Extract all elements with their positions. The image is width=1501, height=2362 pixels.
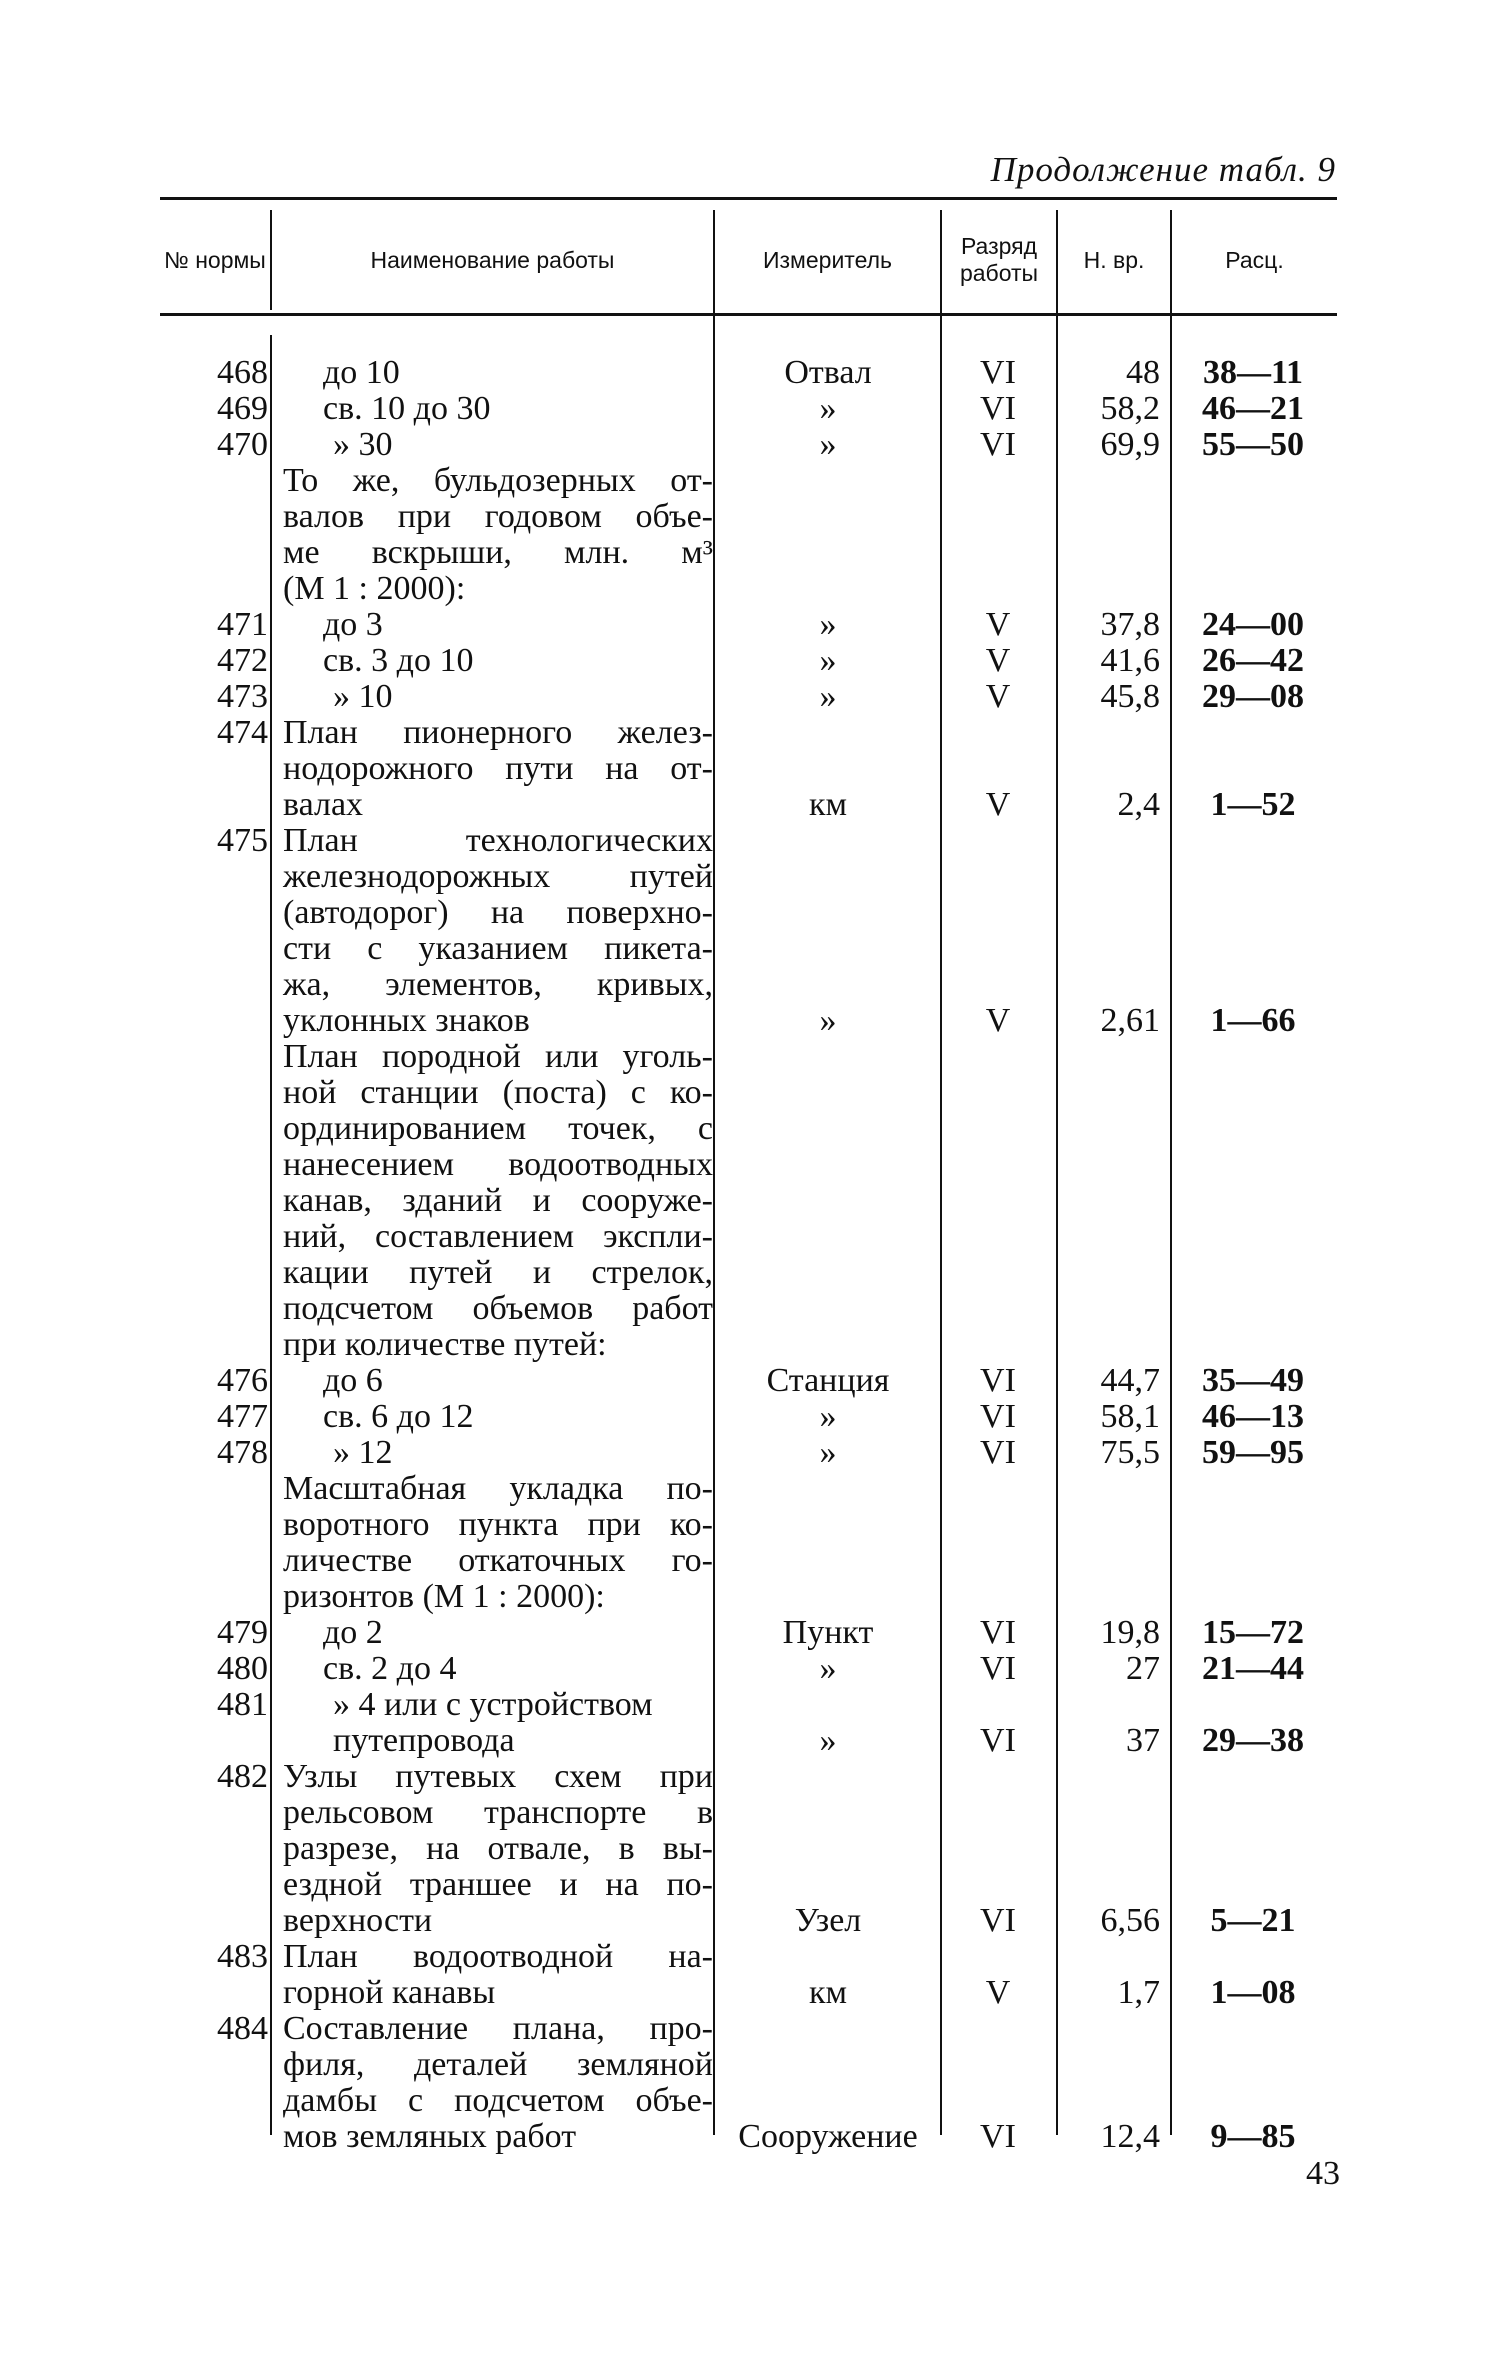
work-line: нодорожного пути на от- xyxy=(283,750,713,787)
header-grade: Разряд работы xyxy=(959,233,1039,286)
work-line: План породной или уголь- xyxy=(283,1038,713,1075)
work-line: верхности xyxy=(283,1902,433,1939)
row-rate-cell: 46—13 xyxy=(1202,1398,1304,1435)
row-grade-cell: V xyxy=(985,642,1011,679)
header-measure: Измеритель xyxy=(762,246,893,273)
row-grade-cell: VI xyxy=(980,354,1016,391)
row-number-cell: 473 xyxy=(217,678,268,715)
row-norm-time-cell: 69,9 xyxy=(1100,426,1160,463)
row-grade-cell: VI xyxy=(980,426,1016,463)
row-rate-cell: 29—38 xyxy=(1202,1722,1304,1759)
row-rate-cell: 24—00 xyxy=(1202,606,1304,643)
row-norm-time-cell: 6,56 xyxy=(1100,1902,1160,1939)
row-norm-time-cell: 75,5 xyxy=(1100,1434,1160,1471)
row-grade-cell: V xyxy=(985,606,1011,643)
work-line: подсчетом объемов работ xyxy=(283,1290,713,1327)
row-rate-cell: 21—44 xyxy=(1202,1650,1304,1687)
row-norm-time-cell: 19,8 xyxy=(1100,1614,1160,1651)
row-measure-cell: » xyxy=(819,1722,837,1759)
work-line: ездной траншее и на по- xyxy=(283,1866,713,1903)
work-line: ной станции (поста) с ко- xyxy=(283,1074,713,1111)
row-grade-cell: V xyxy=(985,786,1011,823)
row-norm-time-cell: 44,7 xyxy=(1100,1362,1160,1399)
row-measure-cell: » xyxy=(819,426,837,463)
row-rate-cell: 5—21 xyxy=(1210,1902,1296,1939)
work-line: при количестве путей: xyxy=(283,1326,607,1363)
row-grade-cell: VI xyxy=(980,1362,1016,1399)
row-grade-cell: VI xyxy=(980,1722,1016,1759)
work-line: личестве откаточных го- xyxy=(283,1542,713,1579)
row-grade-cell: VI xyxy=(980,1614,1016,1651)
row-number-cell: 470 xyxy=(217,426,268,463)
row-norm-time-cell: 41,6 xyxy=(1100,642,1160,679)
work-line: разрезе, на отвале, в вы- xyxy=(283,1830,713,1867)
row-measure-cell: Пункт xyxy=(782,1614,874,1651)
work-description-column xyxy=(283,355,713,2155)
row-grade-cell: VI xyxy=(980,1398,1016,1435)
row-grade-cell: V xyxy=(985,1002,1011,1039)
row-number-cell: 468 xyxy=(217,354,268,391)
work-line: ризонтов (М 1 : 2000): xyxy=(283,1578,605,1615)
row-grade-cell: VI xyxy=(980,390,1016,427)
row-measure-cell: км xyxy=(808,1974,848,2011)
row-rate-cell: 26—42 xyxy=(1202,642,1304,679)
work-line: уклонных знаков xyxy=(283,1002,530,1039)
header-bottom-rule xyxy=(160,313,1337,316)
row-rate-cell: 38—11 xyxy=(1202,354,1304,391)
header-rate: Расц. xyxy=(1225,246,1284,273)
work-line: железнодорожных путей xyxy=(283,858,713,895)
row-rate-cell: 35—49 xyxy=(1202,1362,1304,1399)
work-line: св. 6 до 12 xyxy=(323,1398,474,1435)
row-measure-cell: Отвал xyxy=(784,354,872,391)
work-line: рельсовом транспорте в xyxy=(283,1794,713,1831)
header-work-name: Наименование работы xyxy=(370,246,615,273)
row-measure-cell: » xyxy=(819,678,837,715)
row-norm-time-cell: 37,8 xyxy=(1100,606,1160,643)
work-line: св. 3 до 10 xyxy=(323,642,474,679)
work-line: кации путей и стрелок, xyxy=(283,1254,713,1291)
row-norm-time-cell: 58,2 xyxy=(1100,390,1160,427)
row-norm-time-cell: 27 xyxy=(1126,1650,1160,1687)
work-line: до 6 xyxy=(323,1362,383,1399)
work-line: (автодорог) на поверхно- xyxy=(283,894,713,931)
row-norm-time-cell: 45,8 xyxy=(1100,678,1160,715)
work-line: То же, бульдозерных от- xyxy=(283,462,713,499)
row-rate-cell: 9—85 xyxy=(1210,2118,1296,2155)
row-number-cell: 469 xyxy=(217,390,268,427)
work-line: жа, элементов, кривых, xyxy=(283,966,713,1003)
row-measure-cell: Станция xyxy=(766,1362,890,1399)
row-grade-cell: V xyxy=(985,678,1011,715)
work-line: мов земляных работ xyxy=(283,2118,577,2155)
row-number-cell: 480 xyxy=(217,1650,268,1687)
row-number-cell: 484 xyxy=(217,2010,268,2047)
row-number-cell: 482 xyxy=(217,1758,268,1795)
row-norm-time-cell: 2,4 xyxy=(1117,786,1160,823)
row-number-cell: 478 xyxy=(217,1434,268,1471)
row-measure-cell: » xyxy=(819,606,837,643)
row-rate-cell: 29—08 xyxy=(1202,678,1304,715)
work-line: » 12 xyxy=(333,1434,393,1471)
row-grade-cell: VI xyxy=(980,1434,1016,1471)
row-number-cell: 479 xyxy=(217,1614,268,1651)
row-rate-cell: 1—52 xyxy=(1210,786,1296,823)
work-line: Масштабная укладка по- xyxy=(283,1470,713,1507)
row-measure-cell: » xyxy=(819,390,837,427)
work-line: Составление плана, про- xyxy=(283,2010,713,2047)
work-line: » 10 xyxy=(333,678,393,715)
column-divider xyxy=(713,210,715,2135)
row-grade-cell: VI xyxy=(980,1902,1016,1939)
work-line: » 30 xyxy=(333,426,393,463)
row-number-cell: 472 xyxy=(217,642,268,679)
column-divider xyxy=(940,210,942,2135)
work-line: ме вскрыши, млн. м³ xyxy=(283,534,713,571)
row-number-cell: 477 xyxy=(217,1398,268,1435)
work-line: канав, зданий и сооруже- xyxy=(283,1182,713,1219)
table-continuation-caption: Продолжение табл. 9 xyxy=(990,150,1336,189)
row-number-cell: 474 xyxy=(217,714,268,751)
row-grade-cell: VI xyxy=(980,2118,1016,2155)
row-rate-cell: 55—50 xyxy=(1202,426,1304,463)
row-rate-cell: 15—72 xyxy=(1202,1614,1304,1651)
work-line: путепровода xyxy=(333,1722,515,1759)
row-grade-cell: V xyxy=(985,1974,1011,2011)
work-line: » 4 или с устройством xyxy=(333,1686,653,1723)
row-measure-cell: » xyxy=(819,1398,837,1435)
row-measure-cell: Узел xyxy=(794,1902,862,1939)
row-norm-time-cell: 58,1 xyxy=(1100,1398,1160,1435)
row-number-cell: 481 xyxy=(217,1686,268,1723)
row-measure-cell: » xyxy=(819,642,837,679)
header-norm-time: Н. вр. xyxy=(1083,246,1145,273)
row-norm-time-cell: 48 xyxy=(1126,354,1160,391)
page-number: 43 xyxy=(1306,2155,1340,2192)
column-divider xyxy=(1056,210,1058,2135)
work-line: Узлы путевых схем при xyxy=(283,1758,713,1795)
work-line: ний, составлением экспли- xyxy=(283,1218,713,1255)
column-divider xyxy=(270,335,272,2135)
row-rate-cell: 1—08 xyxy=(1210,1974,1296,2011)
row-measure-cell: Сооружение xyxy=(738,2118,918,2155)
row-number-cell: 475 xyxy=(217,822,268,859)
row-rate-cell: 46—21 xyxy=(1202,390,1304,427)
work-line: сти с указанием пикета- xyxy=(283,930,713,967)
work-line: План пионерного желез- xyxy=(283,714,713,751)
work-line: План водоотводной на- xyxy=(283,1938,713,1975)
work-line: валах xyxy=(283,786,364,823)
table-top-rule xyxy=(160,197,1337,200)
column-divider xyxy=(1170,210,1172,2135)
work-line: до 10 xyxy=(323,354,400,391)
row-rate-cell: 59—95 xyxy=(1202,1434,1304,1471)
work-line: до 2 xyxy=(323,1614,383,1651)
row-norm-time-cell: 12,4 xyxy=(1100,2118,1160,2155)
row-measure-cell: » xyxy=(819,1002,837,1039)
row-norm-time-cell: 2,61 xyxy=(1100,1002,1160,1039)
work-line: валов при годовом объе- xyxy=(283,498,713,535)
row-measure-cell: » xyxy=(819,1434,837,1471)
row-norm-time-cell: 37 xyxy=(1126,1722,1160,1759)
row-number-cell: 476 xyxy=(217,1362,268,1399)
work-line: ординированием точек, с xyxy=(283,1110,713,1147)
work-line: до 3 xyxy=(323,606,383,643)
work-line: (М 1 : 2000): xyxy=(283,570,466,607)
work-line: филя, деталей земляной xyxy=(283,2046,713,2083)
work-line: дамбы с подсчетом объе- xyxy=(283,2082,713,2119)
row-norm-time-cell: 1,7 xyxy=(1117,1974,1160,2011)
row-grade-cell: VI xyxy=(980,1650,1016,1687)
work-line: св. 2 до 4 xyxy=(323,1650,457,1687)
header-norm-number: № нормы xyxy=(164,246,266,273)
row-number-cell: 471 xyxy=(217,606,268,643)
work-line: св. 10 до 30 xyxy=(323,390,491,427)
row-measure-cell: » xyxy=(819,1650,837,1687)
work-line: горной канавы xyxy=(283,1974,496,2011)
work-line: План технологических xyxy=(283,822,713,859)
work-line: нанесением водоотводных xyxy=(283,1146,713,1183)
row-rate-cell: 1—66 xyxy=(1210,1002,1296,1039)
row-number-cell: 483 xyxy=(217,1938,268,1975)
row-measure-cell: км xyxy=(808,786,848,823)
work-line: воротного пункта при ко- xyxy=(283,1506,713,1543)
